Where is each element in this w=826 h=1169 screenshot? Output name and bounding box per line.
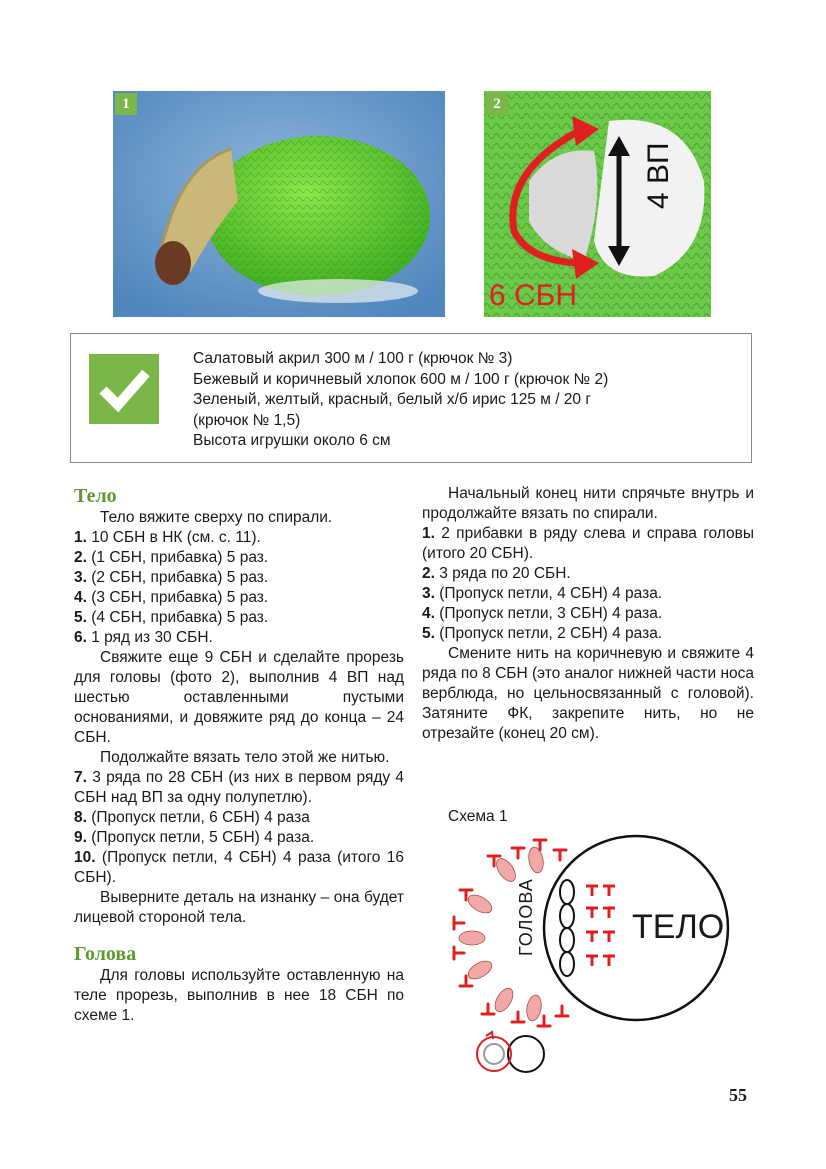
photo-1-image	[113, 91, 445, 317]
body-paragraph: Подолжайте вязать тело этой же нитью.	[100, 749, 390, 766]
step-item: 4. (3 СБН, прибавка) 5 раз.	[74, 589, 269, 606]
photo-2	[484, 91, 711, 317]
step-item: 2. 3 ряда по 20 СБН.	[422, 565, 571, 582]
step-item: 3. (Пропуск петли, 4 СБН) 4 раза.	[422, 585, 663, 602]
head-paragraph: Смените нить на коричневую и свяжите 4 ряда по 8 СБН (это аналог нижней части носа верблюда, но цельносвязанный с головой). Затяните ФК, закрепите нить, но не отрезайте (конец 20 см).	[422, 645, 754, 742]
photo-1-badge: 1	[115, 93, 137, 115]
head-label: ГОЛОВА	[516, 878, 536, 956]
step-item: 7. 3 ряда по 28 СБН (из них в первом ряду 4 СБН над ВП за одну полупетлю).	[74, 769, 405, 806]
step-item: 10. (Пропуск петли, 4 СБН) 4 раза (итого 16 СБН).	[74, 849, 404, 886]
magic-ring-icon	[477, 1032, 544, 1072]
step-item: 6. 1 ряд из 30 СБН.	[74, 629, 213, 646]
stitch-label: 6 СБН	[489, 279, 578, 312]
materials-box	[70, 333, 752, 463]
body-label: ТЕЛО	[632, 908, 725, 946]
step-item: 3. (2 СБН, прибавка) 5 раз.	[74, 569, 269, 586]
material-line: Салатовый акрил 300 м / 100 г (крючок № 3)	[193, 350, 513, 367]
section-title-head: Голова	[74, 943, 137, 965]
step-item: 1. 10 СБН в НК (см. с. 11).	[74, 529, 261, 546]
section-title-body: Тело	[74, 485, 117, 507]
body-intro: Тело вяжите сверху по спирали.	[100, 509, 333, 526]
head-paragraph: Начальный конец нити спрячьте внутрь и продолжайте вязать по спирали.	[422, 485, 754, 522]
step-item: 2. (1 СБН, прибавка) 5 раз.	[74, 549, 269, 566]
scheme-title: Схема 1	[448, 808, 508, 825]
photo-2-badge: 2	[486, 93, 508, 115]
material-line: (крючок № 1,5)	[193, 411, 301, 429]
step-item: 8. (Пропуск петли, 6 СБН) 4 раза	[74, 809, 310, 826]
left-column	[74, 484, 404, 1026]
step-item: 1. 2 прибавки в ряду слева и справа головы (итого 20 СБН).	[422, 525, 754, 562]
page-number: 55	[729, 1085, 747, 1105]
chain-label: 4 ВП	[642, 142, 675, 209]
body-paragraph: Свяжите еще 9 СБН и сделайте прорезь для головы (фото 2), выполнив 4 ВП над шестью оставленными пустыми основаниями, и довяжите ряд до конца – 24 СБН.	[74, 649, 404, 746]
checkmark-icon	[89, 354, 159, 424]
toy-height: Высота игрушки около 6 см	[193, 432, 391, 449]
step-item: 5. (Пропуск петли, 2 СБН) 4 раза.	[422, 625, 663, 642]
material-line: Зеленый, желтый, красный, белый х/б ирис 125 м / 20 г	[193, 391, 592, 408]
sc-marks-body	[586, 886, 615, 966]
scheme-1	[436, 808, 736, 1078]
right-column	[422, 484, 754, 744]
step-item: 9. (Пропуск петли, 5 СБН) 4 раза.	[74, 829, 315, 846]
materials-list	[193, 349, 608, 452]
body-paragraph: Выверните деталь на изнанку – она будет лицевой стороной тела.	[74, 889, 404, 926]
chain-stitches	[560, 880, 574, 976]
step-item: 4. (Пропуск петли, 3 СБН) 4 раза.	[422, 605, 663, 622]
material-line: Бежевый и коричневый хлопок 600 м / 100 г (крючок № 2)	[193, 370, 609, 388]
head-paragraph: Для головы используйте оставленную на теле прорезь, выполнив в нее 18 СБН по схеме 1.	[74, 967, 404, 1024]
photo-1	[113, 91, 445, 317]
step-item: 5. (4 СБН, прибавка) 5 раз.	[74, 609, 269, 626]
